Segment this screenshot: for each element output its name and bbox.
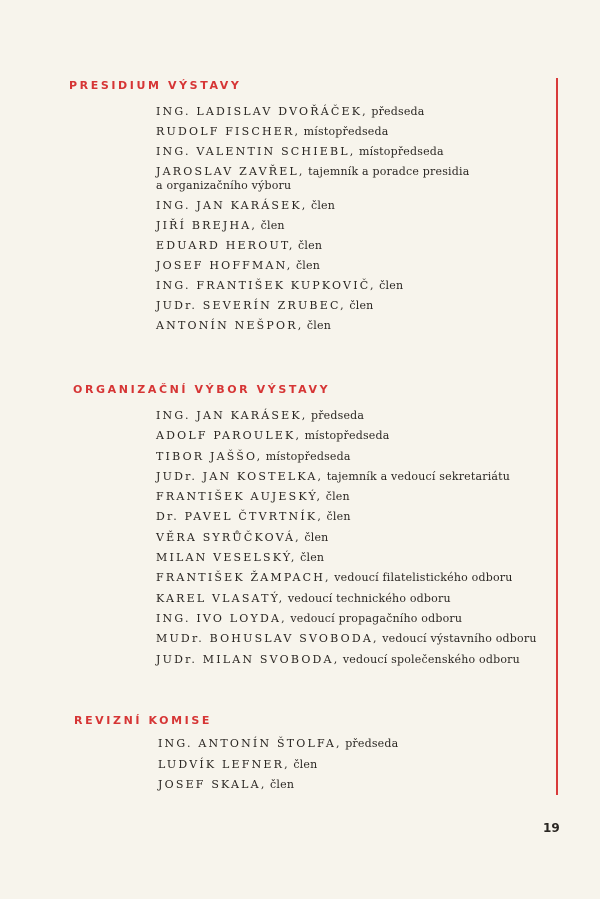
member-entry <box>156 653 537 667</box>
member-list-audit-committee <box>158 737 398 792</box>
member-name: FRANTIŠEK ŽAMPACH, <box>156 571 331 585</box>
member-entry <box>156 279 469 293</box>
member-name: ING. JAN KARÁSEK, <box>156 199 308 212</box>
member-role: člen <box>379 279 404 292</box>
section-heading-audit-committee: REVIZNÍ KOMISE <box>74 714 212 727</box>
member-name: Dr. PAVEL ČTVRTNÍK, <box>156 510 324 524</box>
member-role: místopředseda <box>358 145 444 158</box>
member-entry <box>156 125 469 139</box>
member-role: vedoucí výstavního odboru <box>382 632 537 646</box>
member-entry <box>156 592 537 606</box>
member-role: vedoucí propagačního odboru <box>290 611 463 625</box>
member-role: vedoucí filatelistického odboru <box>334 571 513 585</box>
member-entry <box>156 299 469 313</box>
member-role-continuation: a organizačního výboru <box>156 179 292 192</box>
member-name: JOSEF HOFFMAN, <box>156 259 293 272</box>
member-name: JAROSLAV ZAVŘEL, <box>156 165 305 178</box>
member-name: JUDr. JAN KOSTELKA, <box>156 469 324 483</box>
member-name: LUDVÍK LEFNER, <box>158 757 290 771</box>
section-heading-presidium: PRESIDIUM VÝSTAVY <box>69 79 242 92</box>
member-entry <box>156 319 469 333</box>
member-entry <box>156 531 537 545</box>
member-role: člen <box>300 551 325 565</box>
member-name: VĚRA SYRŮČKOVÁ, <box>156 530 301 544</box>
member-role: člen <box>298 239 323 252</box>
member-role: člen <box>310 199 336 212</box>
member-role: předseda <box>310 409 365 422</box>
member-role: člen <box>306 319 331 332</box>
member-entry <box>156 105 469 119</box>
member-name: ING. IVO LOYDA, <box>156 611 287 625</box>
red-margin-rule <box>556 78 558 795</box>
member-list-organizing-committee <box>156 409 537 667</box>
member-name: ADOLF PAROULEK, <box>156 429 302 443</box>
member-name: MILAN VESELSKÝ, <box>156 551 297 565</box>
member-name: ANTONÍN NEŠPOR, <box>156 319 304 332</box>
member-entry <box>156 470 537 484</box>
member-role: vedoucí společenského odboru <box>342 652 520 666</box>
member-role: člen <box>326 510 351 524</box>
member-role: místopředseda <box>304 429 390 443</box>
member-entry <box>156 145 469 159</box>
member-entry <box>156 490 537 504</box>
member-role: místopředseda <box>303 125 389 138</box>
member-name: RUDOLF FISCHER, <box>156 125 301 138</box>
page-number: 19 <box>543 821 560 835</box>
member-entry <box>156 259 469 273</box>
member-role: předseda <box>345 737 399 750</box>
member-name: JIŘÍ BREJHA, <box>156 219 258 232</box>
member-role: člen <box>260 219 285 232</box>
member-entry <box>158 778 398 792</box>
member-role: člen <box>270 778 295 791</box>
member-name: ING. FRANTIŠEK KUPKOVIČ, <box>156 279 376 292</box>
member-role: tajemník a vedoucí sekretariátu <box>326 469 511 483</box>
section-heading-organizing-committee: ORGANIZAČNÍ VÝBOR VÝSTAVY <box>73 383 331 396</box>
member-name: MUDr. BOHUSLAV SVOBODA, <box>156 632 379 646</box>
member-name: JUDr. SEVERÍN ZRUBEC, <box>156 299 346 312</box>
member-name: ING. LADISLAV DVOŘÁČEK, <box>156 105 368 118</box>
member-entry <box>156 409 537 423</box>
member-name: ING. ANTONÍN ŠTOLFA, <box>158 737 342 750</box>
member-name: FRANTIŠEK AUJESKÝ, <box>156 490 323 504</box>
member-entry <box>156 612 537 626</box>
member-name: JOSEF SKALA, <box>158 778 267 791</box>
member-role: vedoucí technického odboru <box>287 591 451 605</box>
member-entry <box>156 571 537 585</box>
member-entry <box>156 219 469 233</box>
member-entry <box>158 758 398 772</box>
member-entry <box>156 510 537 524</box>
member-role: předseda <box>371 105 425 118</box>
member-name: JUDr. MILAN SVOBODA, <box>156 652 340 666</box>
member-entry <box>156 632 537 646</box>
member-name: ING. JAN KARÁSEK, <box>156 409 308 422</box>
member-entry <box>156 239 469 253</box>
member-name: EDUARD HEROUT, <box>156 239 295 252</box>
member-entry <box>156 199 469 213</box>
member-entry <box>156 450 537 464</box>
member-entry <box>156 429 537 443</box>
member-name: KAREL VLASATÝ, <box>156 591 285 605</box>
member-list-presidium <box>156 105 469 333</box>
member-entry <box>156 551 537 565</box>
member-role: člen <box>304 530 329 544</box>
member-role: místopředseda <box>265 449 351 463</box>
member-role: tajemník a poradce presidia <box>308 165 470 178</box>
member-entry <box>158 737 398 751</box>
member-role: člen <box>293 757 318 771</box>
member-entry <box>156 165 469 193</box>
member-role: člen <box>325 490 350 504</box>
member-name: ING. VALENTIN SCHIEBL, <box>156 145 356 158</box>
member-name: TIBOR JAŠŠO, <box>156 449 263 463</box>
member-role: člen <box>349 299 374 312</box>
member-role: člen <box>295 259 321 272</box>
